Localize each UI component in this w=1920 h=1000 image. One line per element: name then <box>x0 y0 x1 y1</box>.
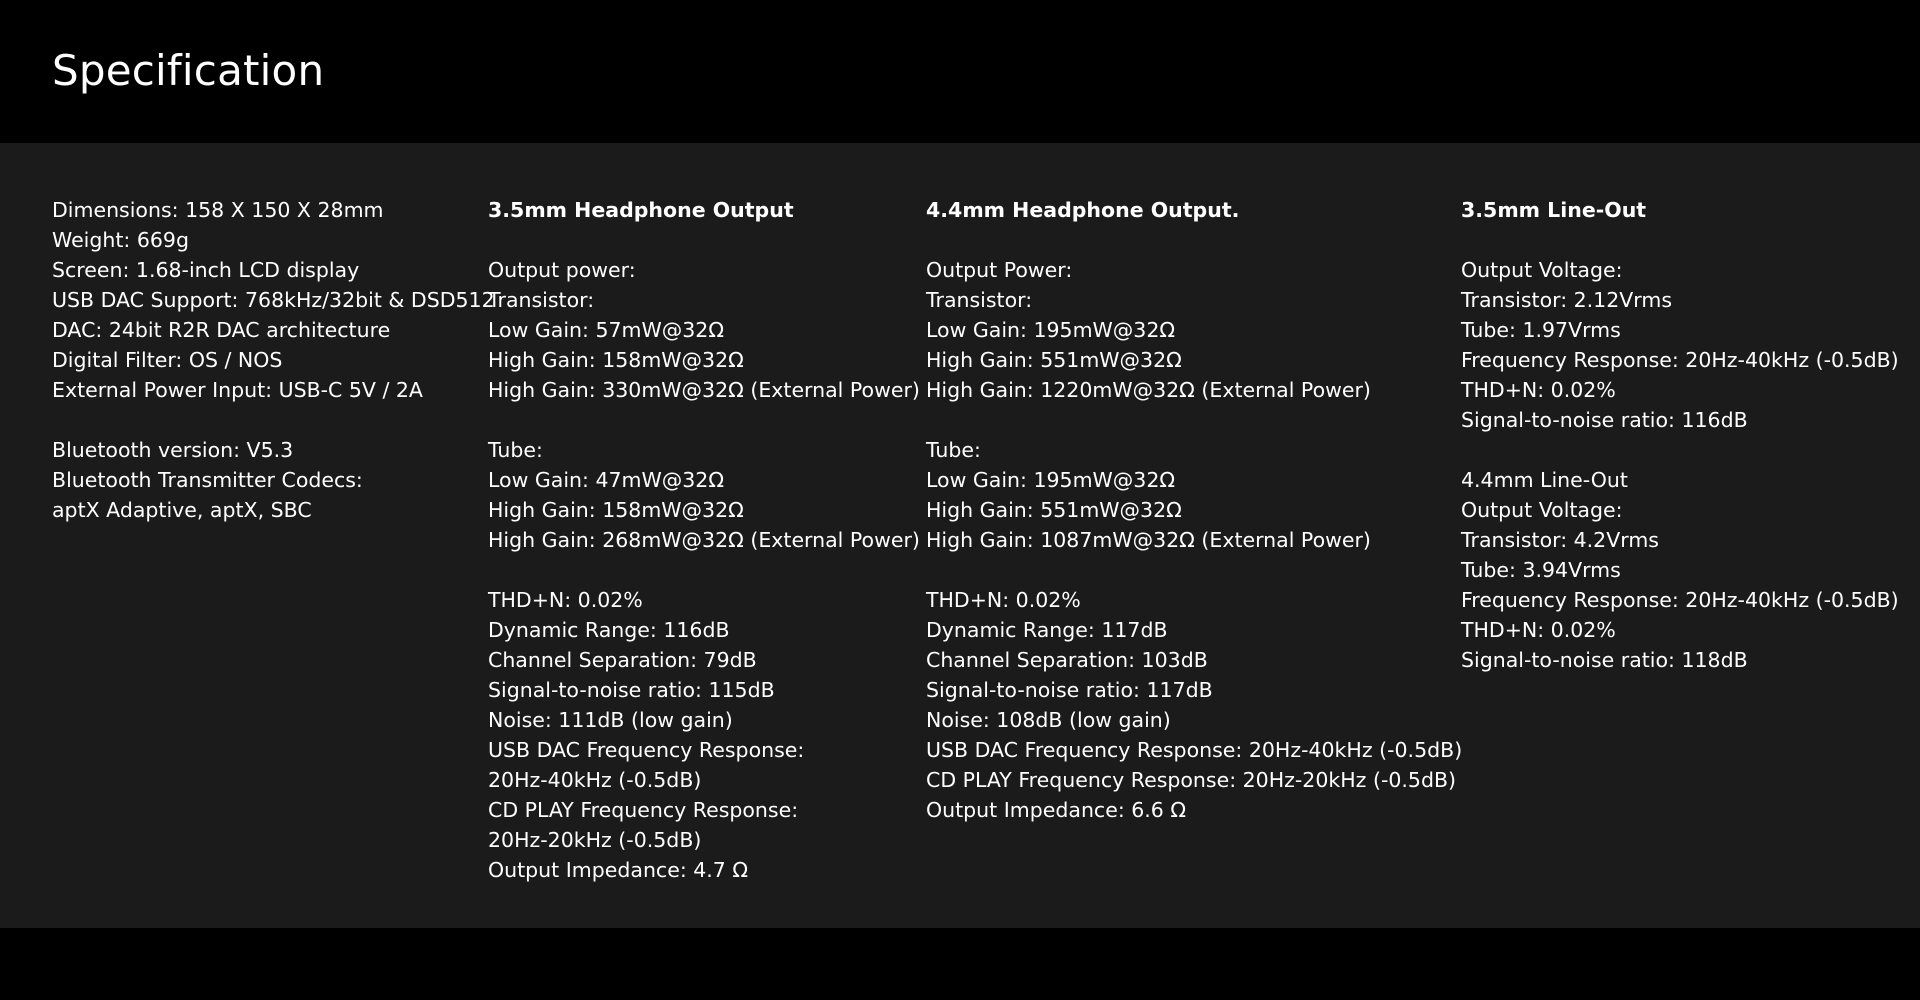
spec-line: CD PLAY Frequency Response: 20Hz-20kHz (-0.5dB) <box>926 768 1457 792</box>
spec-line: Transistor: 4.2Vrms <box>1461 528 1659 552</box>
spacer <box>926 555 1462 585</box>
spec-line: USB DAC Frequency Response: 20Hz-40kHz (-0.5dB) <box>926 738 1463 762</box>
spacer <box>52 405 495 435</box>
spec-line: Bluetooth Transmitter Codecs: <box>52 468 363 492</box>
spec-panel <box>0 143 1920 928</box>
spec-line: Tube: <box>488 438 543 462</box>
spec-line: Signal-to-noise ratio: 118dB <box>1461 648 1748 672</box>
spec-line: Screen: 1.68-inch LCD display <box>52 258 360 282</box>
spec-line: Tube: <box>926 438 981 462</box>
spec-line: USB DAC Frequency Response: <box>488 738 805 762</box>
spec-line: High Gain: 158mW@32Ω <box>488 498 744 522</box>
spec-line: THD+N: 0.02% <box>1461 378 1616 402</box>
spec-line: Low Gain: 195mW@32Ω <box>926 318 1176 342</box>
spec-line: Signal-to-noise ratio: 116dB <box>1461 408 1748 432</box>
spec-line: External Power Input: USB-C 5V / 2A <box>52 378 423 402</box>
spec-line: Low Gain: 195mW@32Ω <box>926 468 1176 492</box>
spec-line: CD PLAY Frequency Response: <box>488 798 799 822</box>
spec-line: THD+N: 0.02% <box>488 588 643 612</box>
spec-line: Digital Filter: OS / NOS <box>52 348 283 372</box>
spec-line: Channel Separation: 103dB <box>926 648 1208 672</box>
spec-line: Bluetooth version: V5.3 <box>52 438 294 462</box>
spec-lines <box>488 225 920 885</box>
spec-line: High Gain: 158mW@32Ω <box>488 348 744 372</box>
spec-line: Tube: 3.94Vrms <box>1461 558 1621 582</box>
spec-line: Transistor: <box>488 288 595 312</box>
spec-line: THD+N: 0.02% <box>1461 618 1616 642</box>
spec-line: USB DAC Support: 768kHz/32bit & DSD512 <box>52 288 495 312</box>
footer <box>0 928 1920 1000</box>
column-heading: 4.4mm Headphone Output. <box>926 198 1240 222</box>
spec-line: Signal-to-noise ratio: 115dB <box>488 678 775 702</box>
spec-line: High Gain: 551mW@32Ω <box>926 498 1182 522</box>
spec-line: Output Impedance: 6.6 Ω <box>926 798 1187 822</box>
spec-line: Noise: 111dB (low gain) <box>488 708 733 732</box>
column-heading: 3.5mm Headphone Output <box>488 198 794 222</box>
spec-line: Noise: 108dB (low gain) <box>926 708 1171 732</box>
spacer <box>1461 435 1899 465</box>
spec-lines <box>926 225 1462 825</box>
spec-line: High Gain: 1087mW@32Ω (External Power) <box>926 528 1371 552</box>
spec-line: Low Gain: 57mW@32Ω <box>488 318 725 342</box>
spec-line: Frequency Response: 20Hz-40kHz (-0.5dB) <box>1461 348 1899 372</box>
spec-line: Output power: <box>488 258 636 282</box>
spec-line: Output Power: <box>926 258 1073 282</box>
spec-line: Dimensions: 158 X 150 X 28mm <box>52 198 384 222</box>
spec-line: Frequency Response: 20Hz-40kHz (-0.5dB) <box>1461 588 1899 612</box>
page-title: Specification <box>52 46 325 95</box>
headphone-4-4mm-column <box>926 195 1462 825</box>
spec-line: Transistor: 2.12Vrms <box>1461 288 1673 312</box>
spacer <box>488 405 920 435</box>
spec-line: Output Voltage: <box>1461 498 1623 522</box>
line-out-column <box>1461 195 1899 675</box>
spec-lines <box>1461 225 1899 675</box>
headphone-3-5mm-column <box>488 195 920 885</box>
header <box>0 0 1920 143</box>
spec-line: Weight: 669g <box>52 228 189 252</box>
spec-line: 20Hz-40kHz (-0.5dB) <box>488 768 702 792</box>
spec-line: DAC: 24bit R2R DAC architecture <box>52 318 391 342</box>
column-heading: 3.5mm Line-Out <box>1461 198 1647 222</box>
spec-line: High Gain: 268mW@32Ω (External Power) <box>488 528 920 552</box>
spacer <box>1461 225 1899 255</box>
spec-line: Output Impedance: 4.7 Ω <box>488 858 749 882</box>
spec-line: 4.4mm Line-Out <box>1461 468 1628 492</box>
spacer <box>488 225 920 255</box>
spec-line: High Gain: 330mW@32Ω (External Power) <box>488 378 920 402</box>
spec-line: Channel Separation: 79dB <box>488 648 757 672</box>
spec-line: High Gain: 1220mW@32Ω (External Power) <box>926 378 1371 402</box>
spec-line: Low Gain: 47mW@32Ω <box>488 468 725 492</box>
spec-line: THD+N: 0.02% <box>926 588 1081 612</box>
spec-line: Signal-to-noise ratio: 117dB <box>926 678 1213 702</box>
spacer <box>926 405 1462 435</box>
spec-line: Transistor: <box>926 288 1033 312</box>
general-specs-column <box>52 195 495 525</box>
spec-line: High Gain: 551mW@32Ω <box>926 348 1182 372</box>
spec-line: Dynamic Range: 117dB <box>926 618 1168 642</box>
spacer <box>926 225 1462 255</box>
spec-line: aptX Adaptive, aptX, SBC <box>52 498 312 522</box>
spacer <box>488 555 920 585</box>
spec-line: Output Voltage: <box>1461 258 1623 282</box>
spec-line: Dynamic Range: 116dB <box>488 618 730 642</box>
spec-line: 20Hz-20kHz (-0.5dB) <box>488 828 702 852</box>
spec-line: Tube: 1.97Vrms <box>1461 318 1621 342</box>
